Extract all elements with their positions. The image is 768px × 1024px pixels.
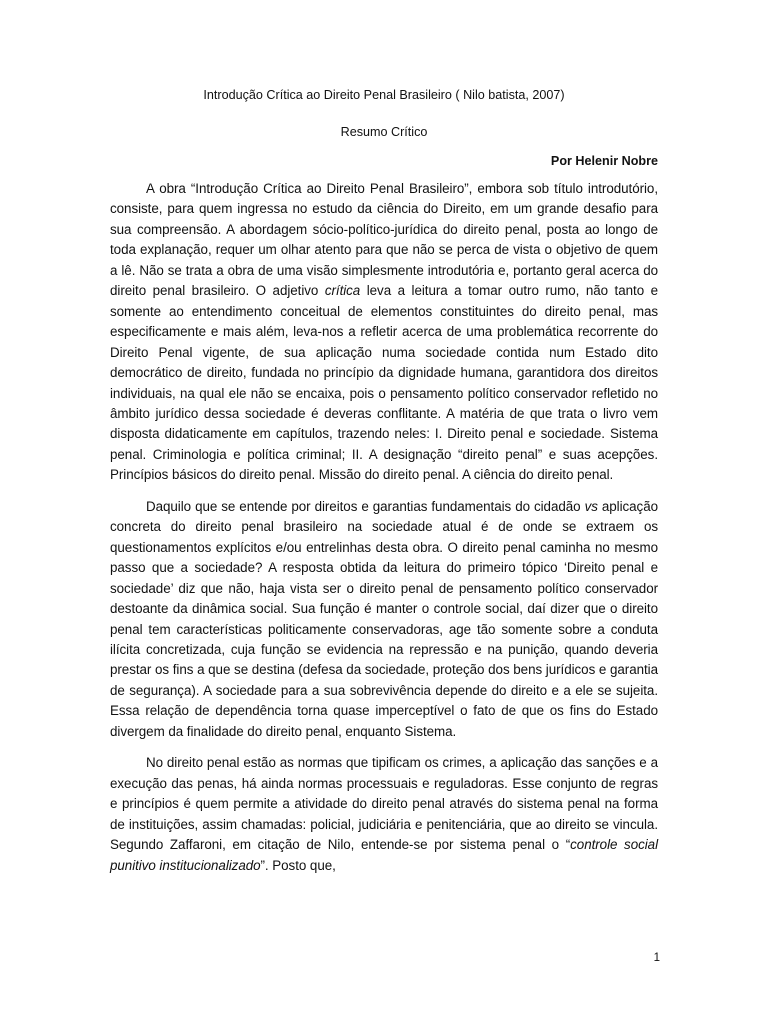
- paragraph-text: A obra “Introdução Crítica ao Direito Penal Brasileiro”, embora sob título introdutório, consiste, para quem ingressa no estudo da ciência do Direito, em um grande desafio para sua compreensão. A abordagem sócio-político-jurídica do direito penal, posta ao longo de toda explanação, requer um olhar atento para que não se perca de vista o objetivo de quem a lê. Não se trata a obra de uma visão simplesmente introdutória e, portanto geral acerca do direito penal brasileiro. O adjetivo: [110, 181, 658, 299]
- body-paragraph: [110, 497, 658, 742]
- paragraph-text: No direito penal estão as normas que tipificam os crimes, a aplicação das sanções e a execução das penas, há ainda normas processuais e reguladoras. Esse conjunto de regras e princípios é quem permite a atividade do direito penal através do sistema penal na forma de instituições, assim chamadas: policial, judiciária e penitenciária, que ao direito se vincula. Segundo Zaffaroni, em citação de Nilo, entende-se por sistema penal o “: [110, 755, 658, 853]
- document-page: [110, 86, 658, 887]
- body-paragraph: [110, 753, 658, 876]
- paragraph-text: leva a leitura a tomar outro rumo, não tanto e somente ao entendimento conceitual de elementos constituintes do direito penal, mas especificamente e mais além, leva-nos a refletir acerca de uma problemática recorrente do Direito Penal vigente, de sua aplicação numa sociedade contida num Estado dito democrático de direito, fundada no princípio da dignidade humana, garantidora dos direitos individuais, na qual ele não se encaixa, pois o pensamento político conservador refletido no âmbito jurídico dessa sociedade é deveras conflitante. A matéria de que trata o livro vem disposta didaticamente em capítulos, trazendo neles: I. Direito penal e sociedade. Sistema penal. Criminologia e política criminal; II. A designação “direito penal” e suas acepções. Princípios básicos do direito penal. Missão do direito penal. A ciência do direito penal.: [110, 283, 659, 483]
- italic-quote: controle social punitivo institucionalizado: [110, 837, 658, 873]
- paragraph-text: ”. Posto que,: [260, 857, 336, 873]
- document-subtitle: Resumo Crítico: [340, 125, 428, 139]
- paragraph-text: aplicação concreta do direito penal brasileiro na sociedade atual é de onde se extraem os questionamentos explícitos e/ou entrelinhas desta obra. O direito penal caminha no mesmo passo que a sociedade? A resposta obtida da leitura do primeiro tópico ‘Direito penal e sociedade’ diz que não, haja vista ser o direito penal de pensamento político conservador destoante da dinâmica social. Sua função é manter o controle social, daí dizer que o direito penal tem características politicamente conservadoras, age tão somente sobre a conduta ilícita concretizada, cuja função se evidencia na repressão e na punição, quando deveria prestar os fins a que se destina (defesa da sociedade, proteção dos bens jurídicos e garantia de segurança). A sociedade para a sua sobrevivência depende do direito e a ele se sujeita. Essa relação de dependência torna quase imperceptível o fato de que os fins do Estado divergem da finalidade do direito penal, enquanto Sistema.: [110, 498, 658, 739]
- document-title: Introdução Crítica ao Direito Penal Brasileiro ( Nilo batista, 2007): [203, 88, 565, 102]
- page-number: 1: [653, 952, 660, 964]
- italic-term: vs: [584, 498, 598, 514]
- italic-term: crítica: [324, 283, 361, 299]
- paragraph-text: Daquilo que se entende por direitos e garantias fundamentais do cidadão: [146, 498, 585, 514]
- document-author: Por Helenir Nobre: [550, 154, 658, 168]
- body-paragraph: [110, 179, 658, 486]
